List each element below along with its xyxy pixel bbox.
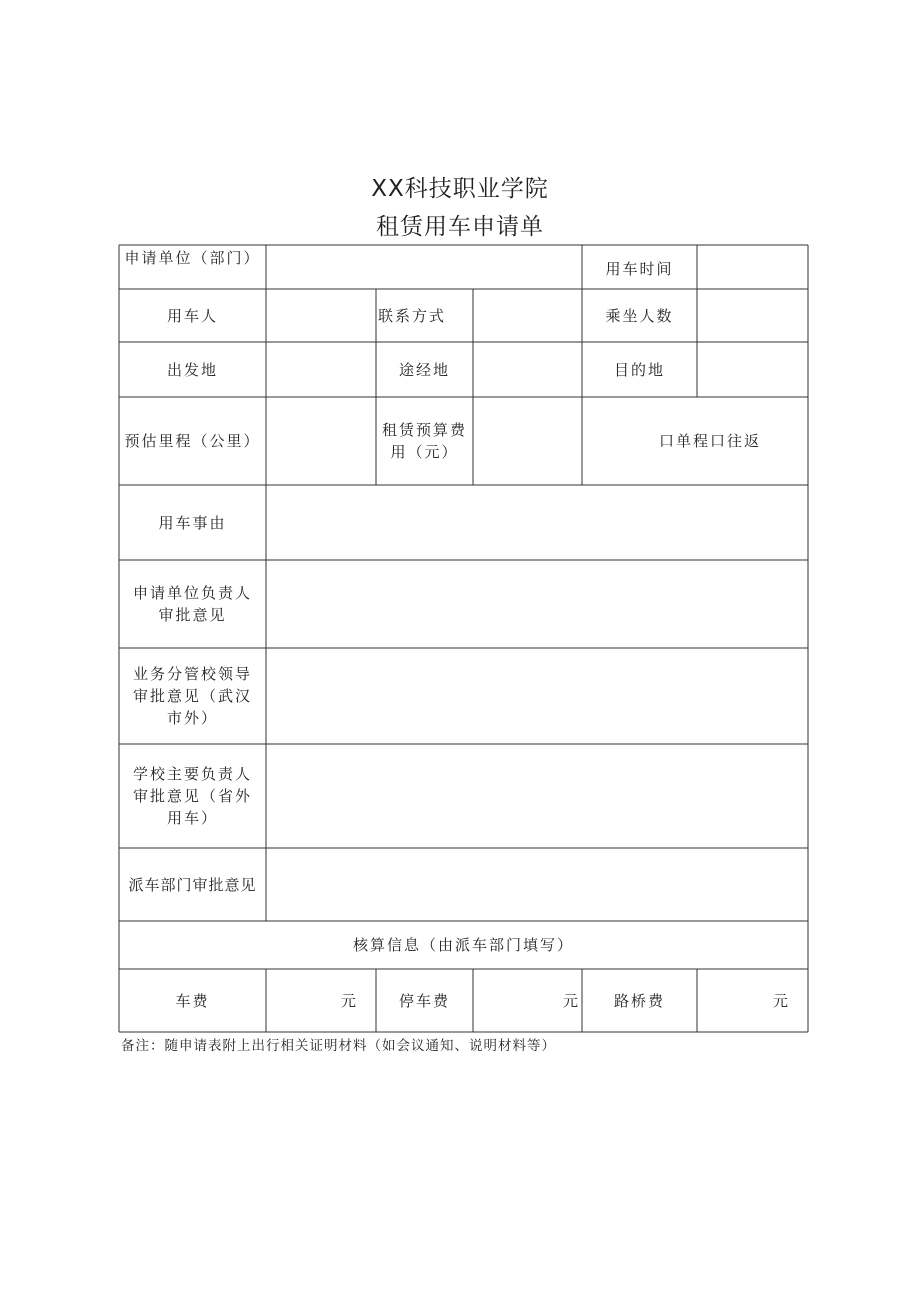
- label-contact: 联系方式: [378, 306, 447, 325]
- label-principal-opinion: 学校主要负责人审批意见（省外用车）: [132, 765, 252, 827]
- label-unit-head-opinion: 申请单位负责人审批意见: [132, 584, 252, 624]
- document-title-form: 租赁用车申请单: [376, 214, 544, 240]
- field-principal-opinion[interactable]: [266, 744, 808, 848]
- field-contact[interactable]: [473, 289, 582, 342]
- label-departure: 出发地: [166, 360, 218, 379]
- field-budget[interactable]: [473, 397, 582, 485]
- field-car-fee[interactable]: 元: [340, 991, 358, 1010]
- label-reason: 用车事由: [158, 513, 227, 532]
- field-leader-opinion[interactable]: [266, 648, 808, 744]
- label-passengers: 乘坐人数: [605, 306, 674, 325]
- field-via[interactable]: [473, 342, 582, 397]
- label-leader-opinion: 业务分管校领导审批意见（武汉市外）: [132, 665, 252, 727]
- field-mileage[interactable]: [266, 397, 376, 485]
- document-title-school: XX科技职业学院: [371, 176, 549, 202]
- label-destination: 目的地: [613, 360, 665, 379]
- label-car-fee: 车费: [175, 991, 210, 1010]
- label-dispatch-opinion: 派车部门审批意见: [128, 875, 257, 894]
- trip-type-options[interactable]: 口单程口往返: [658, 432, 761, 450]
- label-budget: 租赁预算费用（元）: [382, 421, 468, 461]
- field-user[interactable]: [266, 289, 376, 342]
- field-unit-head-opinion[interactable]: [266, 560, 808, 648]
- label-use-time: 用车时间: [605, 260, 674, 278]
- field-dispatch-opinion[interactable]: [266, 848, 808, 921]
- field-departure[interactable]: [266, 342, 376, 397]
- field-applicant-unit[interactable]: [266, 245, 582, 289]
- field-reason[interactable]: [266, 485, 808, 560]
- footer-note: 备注：随申请表附上出行相关证明材料（如会议通知、说明材料等）: [121, 1038, 556, 1054]
- label-via: 途经地: [398, 360, 450, 379]
- field-passengers[interactable]: [697, 289, 808, 342]
- field-parking-fee[interactable]: 元: [562, 991, 580, 1010]
- label-toll-fee: 路桥费: [613, 991, 665, 1010]
- field-toll-fee[interactable]: 元: [772, 991, 790, 1010]
- field-use-time[interactable]: [697, 245, 808, 289]
- label-applicant-unit: 申请单位（部门）: [124, 249, 261, 267]
- label-parking-fee: 停车费: [398, 991, 450, 1010]
- label-accounting-info: 核算信息（由派车部门填写）: [352, 936, 574, 954]
- label-mileage: 预估里程（公里）: [124, 432, 261, 450]
- field-destination[interactable]: [697, 342, 808, 397]
- label-user: 用车人: [166, 306, 218, 325]
